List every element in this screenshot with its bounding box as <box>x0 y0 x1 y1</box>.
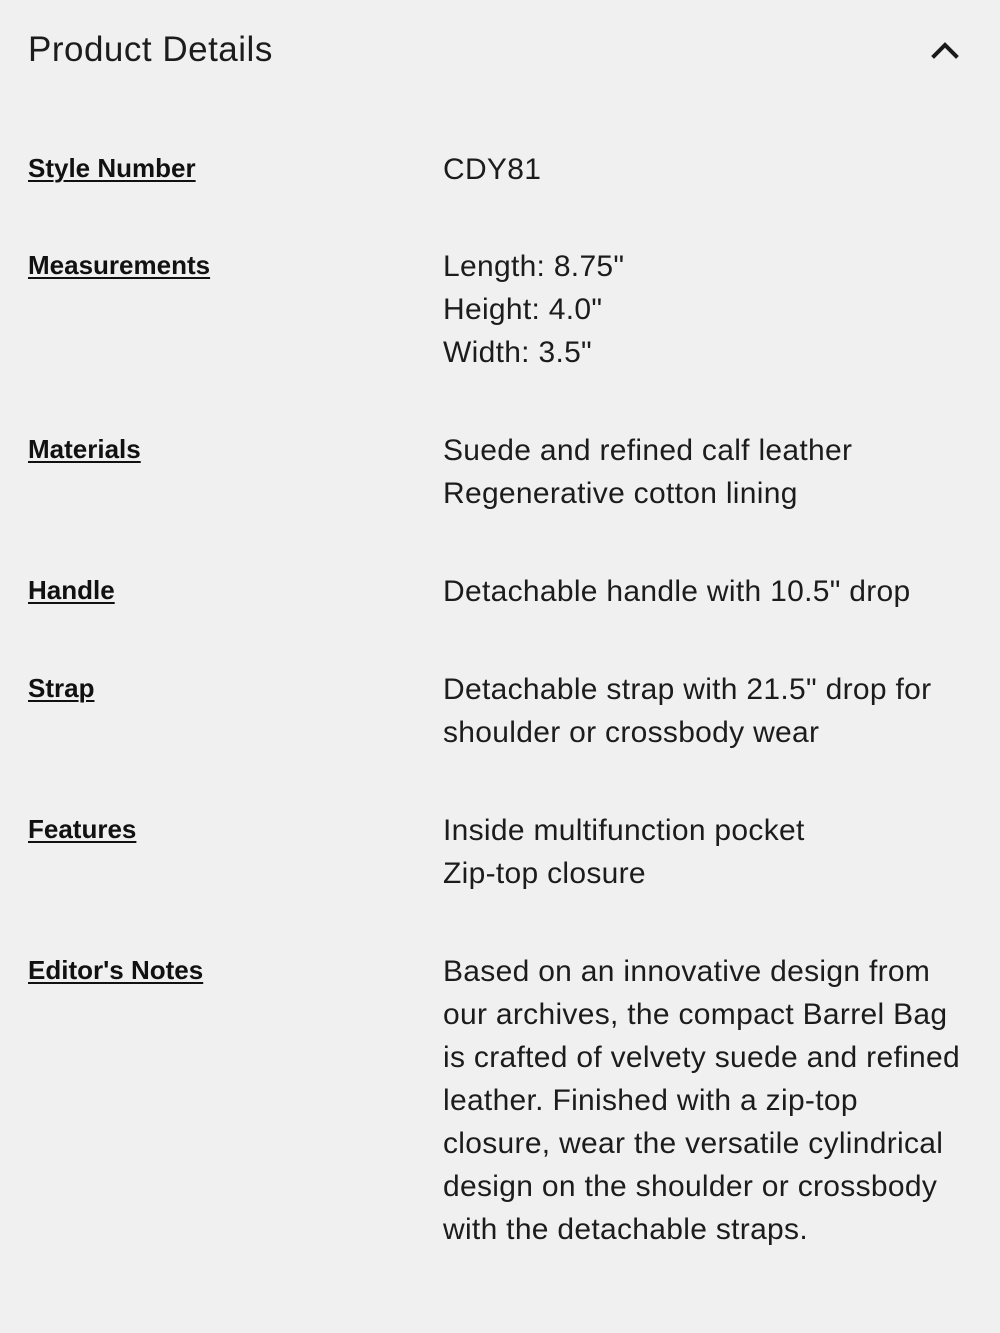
style-number-text: CDY81 <box>443 153 542 186</box>
detail-row-materials <box>28 429 972 570</box>
strap-value <box>443 668 972 754</box>
details-list <box>28 148 972 1290</box>
detail-row-measurements <box>28 245 972 429</box>
detail-row-style-number <box>28 148 972 245</box>
feature-line: Zip-top closure <box>443 857 646 890</box>
style-number-value <box>443 148 972 191</box>
strap-text: Detachable strap with 21.5" drop for shoulder or crossbody wear <box>443 673 932 749</box>
detail-row-editors-notes <box>28 950 972 1290</box>
handle-value <box>443 570 972 613</box>
measurement-width: Width: 3.5" <box>443 336 593 369</box>
chevron-up-icon[interactable] <box>930 40 960 60</box>
strap-label[interactable]: Strap <box>28 673 95 703</box>
features-value <box>443 809 972 895</box>
detail-row-handle <box>28 570 972 668</box>
product-details-header[interactable] <box>28 20 972 80</box>
style-number-label[interactable]: Style Number <box>28 153 196 183</box>
editors-notes-value <box>443 950 973 1251</box>
material-line: Regenerative cotton lining <box>443 477 798 510</box>
section-title: Product Details <box>28 30 273 69</box>
material-line: Suede and refined calf leather <box>443 434 853 467</box>
handle-label[interactable]: Handle <box>28 575 115 605</box>
features-label[interactable]: Features <box>28 814 137 844</box>
measurements-label[interactable]: Measurements <box>28 250 211 280</box>
measurements-value <box>443 245 972 374</box>
editors-notes-text: Based on an innovative design from our archives, the compact Barrel Bag is crafted of velvety suede and refined leather. Finished with a zip-top closure, wear the versatile cylindrical design on the shoulder or crossbody with the detachable straps. <box>443 955 960 1246</box>
editors-notes-label[interactable]: Editor's Notes <box>28 955 204 985</box>
detail-row-features <box>28 809 972 950</box>
materials-value <box>443 429 972 515</box>
materials-label[interactable]: Materials <box>28 434 141 464</box>
measurement-length: Length: 8.75" <box>443 250 625 283</box>
feature-line: Inside multifunction pocket <box>443 814 805 847</box>
handle-text: Detachable handle with 10.5" drop <box>443 575 911 608</box>
detail-row-strap <box>28 668 972 809</box>
measurement-height: Height: 4.0" <box>443 293 603 326</box>
